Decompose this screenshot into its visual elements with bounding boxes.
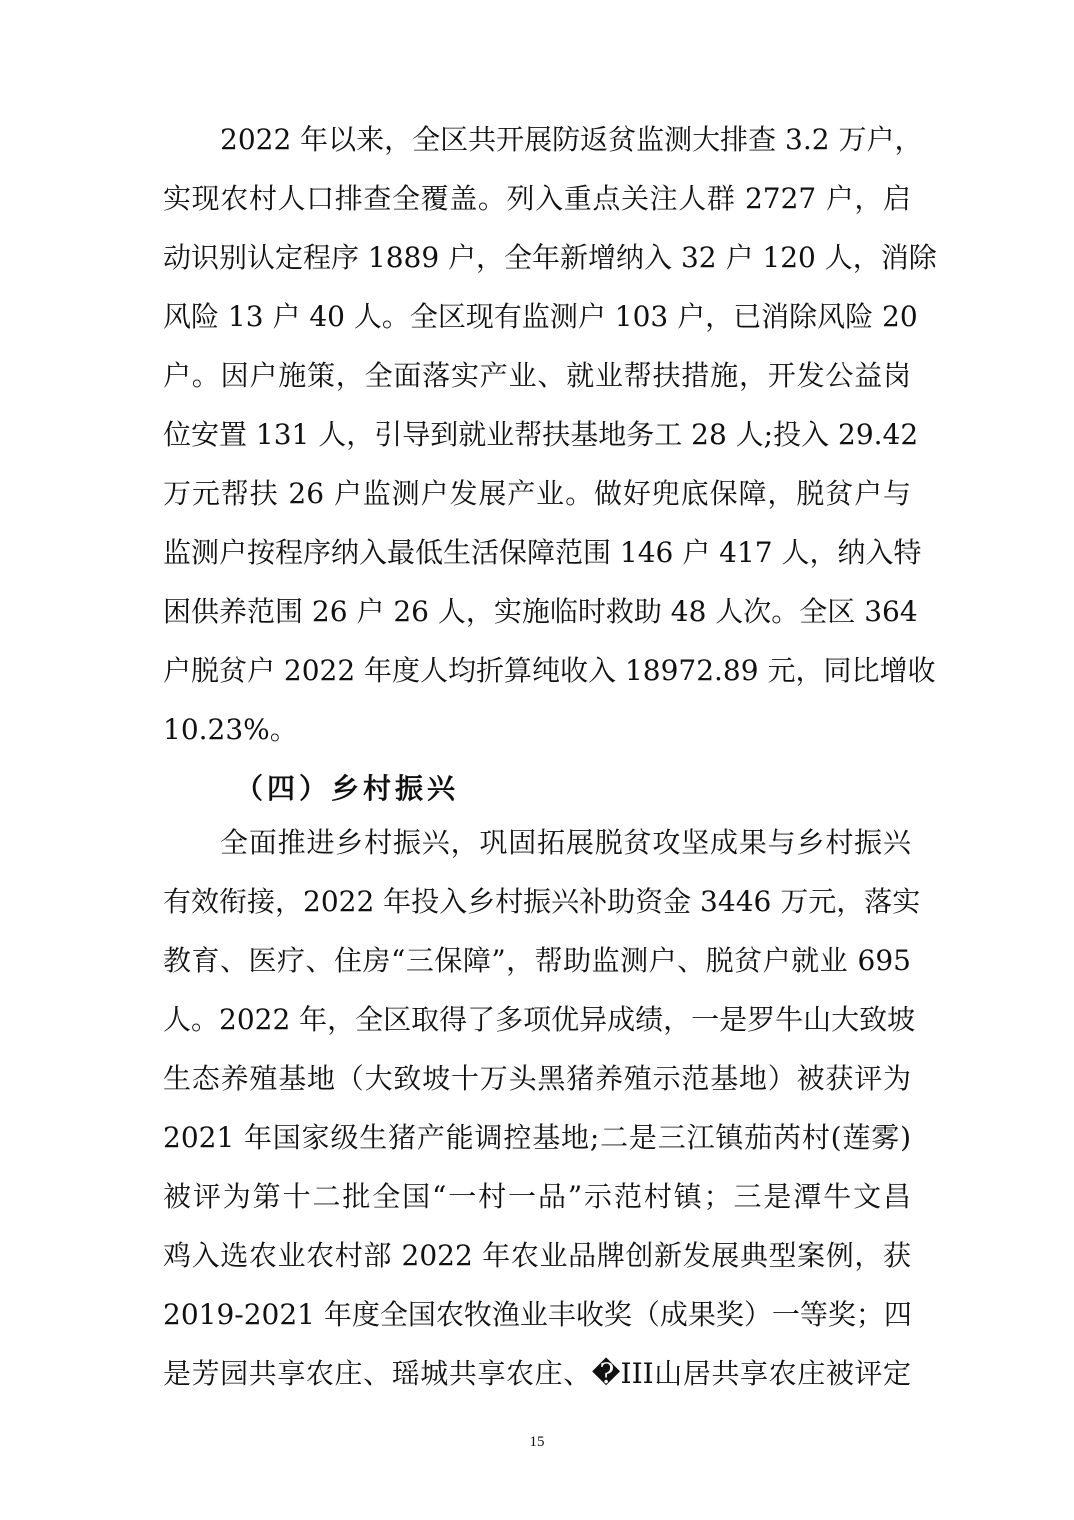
text-line: 人。2022 年，全区取得了多项优异成绩，一是罗牛山大致坡 — [163, 1003, 916, 1036]
page-number: 15 — [529, 1434, 545, 1450]
text-line: 2019-2021 年度全国农牧渔业丰收奖（成果奖）一等奖；四 — [163, 1298, 912, 1331]
text-line: 被评为第十二批全国“一村一品”示范村镇；三是潭牛文昌 — [163, 1180, 911, 1213]
text-line: 位安置 131 人，引导到就业帮扶基地务工 28 人;投入 29.42 — [163, 418, 919, 451]
text-line: 鸡入选农业农村部 2022 年农业品牌创新发展典型案例，获 — [163, 1239, 911, 1272]
text-line: 实现农村人口排查全覆盖。列入重点关注人群 2727 户，启 — [163, 182, 911, 215]
document-page — [163, 118, 937, 1411]
text-line: 教育、医疗、住房“三保障”，帮助监测户、脱贫户就业 695 — [163, 944, 911, 977]
text-line: 2022 年以来，全区共开展防返贫监测大排查 3.2 万户， — [220, 123, 923, 156]
text-line: 困供养范围 26 户 26 人，实施临时救助 48 人次。全区 364 — [163, 595, 918, 628]
text-line: 户脱贫户 2022 年度人均折算纯收入 18972.89 元，同比增收 — [163, 654, 936, 687]
text-line: 万元帮扶 26 户监测户发展产业。做好兜底保障，脱贫户与 — [163, 477, 911, 510]
paragraph-rural-revitalization — [163, 821, 921, 1411]
text-line: 生态养殖基地（大致坡十万头黑猪养殖示范基地）被获评为 — [163, 1062, 911, 1095]
section-heading: （四）乡村振兴 — [235, 772, 460, 805]
text-line: 2021 年国家级生猪产能调控基地;二是三江镇茄芮村(莲雾) — [163, 1121, 911, 1154]
text-line: 是芳园共享农庄、瑶城共享农庄、�III山居共享农庄被评定 — [163, 1357, 911, 1390]
paragraph-monitoring — [163, 118, 937, 767]
text-line: 全面推进乡村振兴，巩固拓展脱贫攻坚成果与乡村振兴 — [220, 826, 911, 859]
text-line: 10.23%。 — [163, 713, 298, 746]
text-line: 监测户按程序纳入最低生活保障范围 146 户 417 人，纳入特 — [163, 536, 922, 569]
text-line: 动识别认定程序 1889 户，全年新增纳入 32 户 120 人，消除 — [163, 241, 937, 274]
text-line: 有效衔接，2022 年投入乡村振兴补助资金 3446 万元，落实 — [163, 885, 921, 918]
text-line: 户。因户施策，全面落实产业、就业帮扶措施，开发公益岗 — [163, 359, 911, 392]
text-line: 风险 13 户 40 人。全区现有监测户 103 户，已消除风险 20 — [163, 300, 918, 333]
